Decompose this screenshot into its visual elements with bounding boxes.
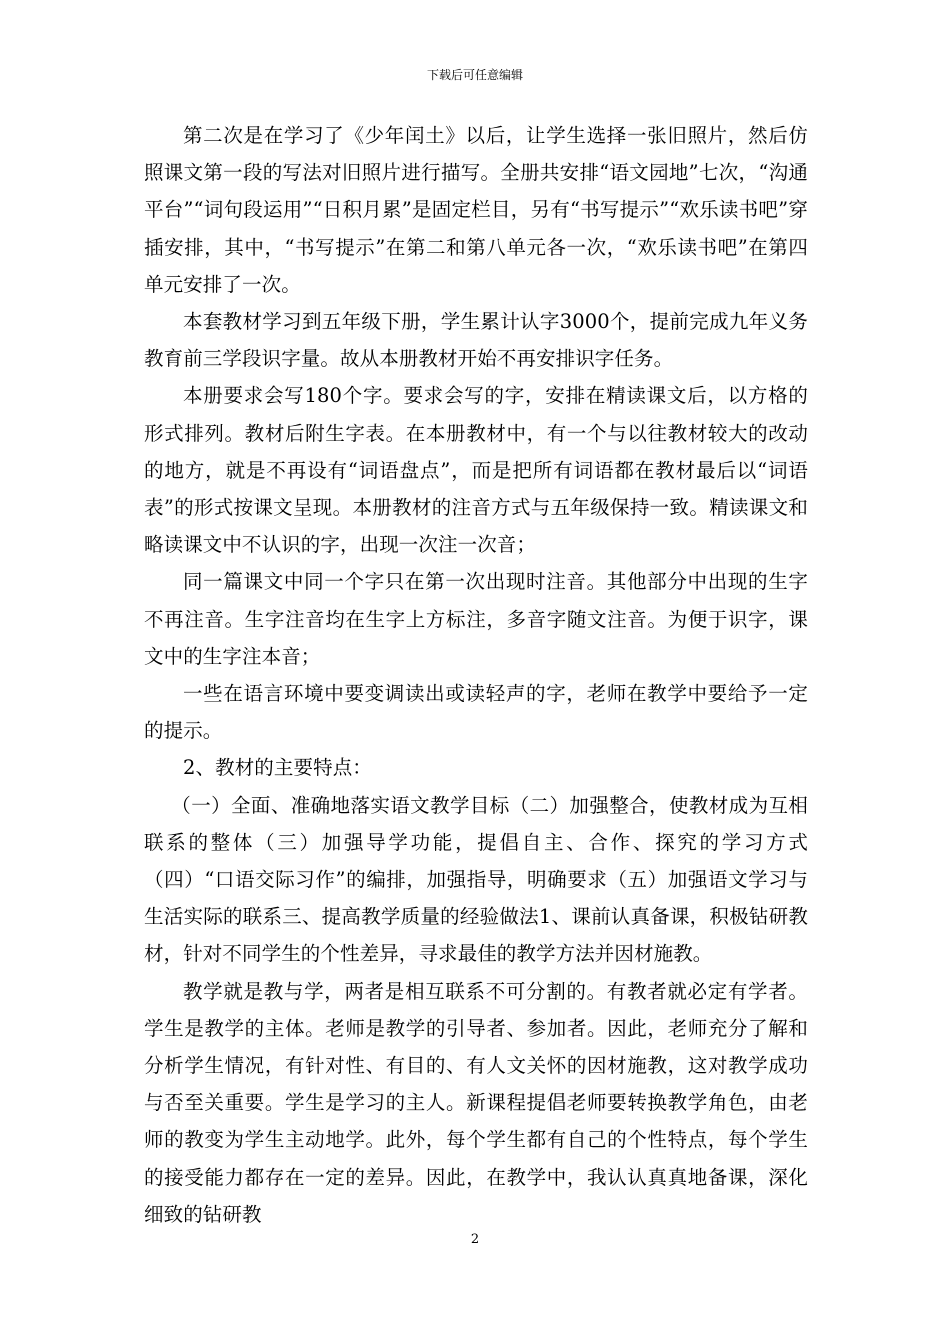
- paragraph: 第二次是在学习了《少年闰土》以后，让学生选择一张旧照片，然后仿照课文第一段的写法对旧照片进行描写。全册共安排“语文园地”七次，“沟通平台”“词句段运用”“日积月累”是固定栏目，另有“书写提示”“欢乐读书吧”穿插安排，其中，“书写提示”在第二和第八单元各一次，“欢乐读书吧”在第四单元安排了一次。: [144, 124, 808, 296]
- paragraph: 本册要求会写180个字。要求会写的字，安排在精读课文后，以方格的形式排列。教材后附生字表。在本册教材中，有一个与以往教材较大的改动的地方，就是不再设有“词语盘点”，而是把所有词语都在教材最后以“词语表”的形式按课文呈现。本册教材的注音方式与五年级保持一致。精读课文和略读课文中不认识的字，出现一次注一次音；: [144, 384, 808, 557]
- paragraph: 教学就是教与学，两者是相互联系不可分割的。有教者就必定有学者。学生是教学的主体。老师是教学的引导者、参加者。因此，老师充分了解和分析学生情况，有针对性、有目的、有人文关怀的因材施教，这对教学成功与否至关重要。学生是学习的主人。新课程提倡老师要转换教学角色，由老师的教变为学生主动地学。此外，每个学生都有自己的个性特点，每个学生的接受能力都存在一定的差异。因此，在教学中，我认认真真地备课，深化细致的钻研教: [144, 979, 808, 1226]
- section-heading: 2、教材的主要特点：: [183, 756, 372, 780]
- page-number: 2: [470, 1232, 480, 1247]
- document-body: [144, 117, 808, 1233]
- page-header: 下载后可任意编辑: [426, 68, 523, 82]
- paragraph: 同一篇课文中同一个字只在第一次出现时注音。其他部分中出现的生字不再注音。生字注音均在生字上方标注，多音字随文注音。为便于识字，课文中的生字注本音；: [144, 570, 808, 668]
- paragraph: （一）全面、准确地落实语文教学目标（二）加强整合，使教材成为互相联系的整体（三）加强导学功能，提倡自主、合作、探究的学习方式（四）“口语交际习作”的编排，加强指导，明确要求（五）加强语文学习与生活实际的联系三、提高教学质量的经验做法1、课前认真备课，积极钻研教材，针对不同学生的个性差异，寻求最佳的教学方法并因材施教。: [144, 793, 808, 966]
- paragraph: 一些在语言环境中要变调读出或读轻声的字，老师在教学中要给予一定的提示。: [144, 682, 808, 743]
- paragraph: 本套教材学习到五年级下册，学生累计认字3000个，提前完成九年义务教育前三学段识字量。故从本册教材开始不再安排识字任务。: [144, 310, 808, 371]
